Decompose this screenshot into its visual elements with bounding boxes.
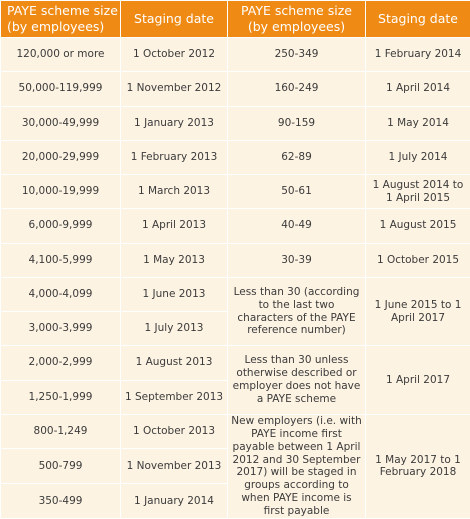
right-date-cell: 1 July 2014: [366, 140, 470, 174]
left-date-cell: 1 July 2013: [121, 312, 228, 346]
table-row: [1, 140, 470, 174]
left-date-cell: 1 August 2013: [121, 346, 228, 380]
left-size-cell: 20,000-29,999: [1, 140, 121, 174]
left-date-cell: 1 November 2012: [121, 72, 228, 106]
table-row: [1, 346, 470, 380]
right-size-cell: 40-49: [228, 209, 366, 243]
left-size-cell: 350-499: [1, 484, 121, 519]
left-date-cell: 1 March 2013: [121, 175, 228, 209]
left-size-cell: 2,000-2,999: [1, 346, 121, 380]
table-row: [1, 72, 470, 106]
table-row: [1, 277, 470, 311]
left-size-cell: 500-799: [1, 449, 121, 484]
left-date-cell: 1 November 2013: [121, 449, 228, 484]
right-size-cell: 160-249: [228, 72, 366, 106]
left-size-cell: 4,100-5,999: [1, 243, 121, 277]
left-date-cell: 1 May 2013: [121, 243, 228, 277]
left-date-cell: 1 October 2013: [121, 414, 228, 449]
right-date-cell: 1 February 2014: [366, 38, 470, 72]
right-size-cell: 250-349: [228, 38, 366, 72]
left-date-cell: 1 February 2013: [121, 140, 228, 174]
left-date-cell: 1 January 2014: [121, 484, 228, 519]
header-scheme-size-1: PAYE scheme size (by employees): [1, 1, 121, 38]
right-date-cell: 1 April 2014: [366, 72, 470, 106]
left-date-cell: 1 January 2013: [121, 106, 228, 140]
left-size-cell: 3,000-3,999: [1, 312, 121, 346]
left-date-cell: 1 October 2012: [121, 38, 228, 72]
table-row: [1, 38, 470, 72]
table-row: [1, 243, 470, 277]
left-date-cell: 1 September 2013: [121, 380, 228, 414]
right-date-cell: 1 May 2014: [366, 106, 470, 140]
right-group-date-cell: 1 June 2015 to 1 April 2017: [366, 277, 470, 346]
header-staging-date-2: Staging date: [366, 1, 470, 38]
left-size-cell: 1,250-1,999: [1, 380, 121, 414]
right-size-cell: 30-39: [228, 243, 366, 277]
left-date-cell: 1 June 2013: [121, 277, 228, 311]
right-size-cell: 50-61: [228, 175, 366, 209]
table-row: [1, 106, 470, 140]
table-row: [1, 209, 470, 243]
right-group-size-cell: Less than 30 (according to the last two characters of the PAYE reference number): [228, 277, 366, 346]
left-size-cell: 30,000-49,999: [1, 106, 121, 140]
table-row: [1, 175, 470, 209]
right-size-cell: 62-89: [228, 140, 366, 174]
left-size-cell: 4,000-4,099: [1, 277, 121, 311]
header-scheme-size-2: PAYE scheme size (by employees): [228, 1, 366, 38]
left-size-cell: 120,000 or more: [1, 38, 121, 72]
left-size-cell: 800-1,249: [1, 414, 121, 449]
right-group-size-cell: New employers (i.e. with PAYE income first payable between 1 April 2012 and 30 September 2017) will be staged in groups according to when PAYE income is first payable: [228, 414, 366, 518]
right-date-cell: 1 August 2014 to 1 April 2015: [366, 175, 470, 209]
right-date-cell: 1 October 2015: [366, 243, 470, 277]
left-size-cell: 50,000-119,999: [1, 72, 121, 106]
right-group-date-cell: 1 April 2017: [366, 346, 470, 415]
table-header-row: [1, 1, 470, 38]
left-size-cell: 6,000-9,999: [1, 209, 121, 243]
right-date-cell: 1 August 2015: [366, 209, 470, 243]
left-size-cell: 10,000-19,999: [1, 175, 121, 209]
left-date-cell: 1 April 2013: [121, 209, 228, 243]
header-staging-date-1: Staging date: [121, 1, 228, 38]
right-group-date-cell: 1 May 2017 to 1 February 2018: [366, 414, 470, 518]
right-size-cell: 90-159: [228, 106, 366, 140]
table-row: [1, 414, 470, 449]
right-group-size-cell: Less than 30 unless otherwise described or employer does not have a PAYE scheme: [228, 346, 366, 415]
